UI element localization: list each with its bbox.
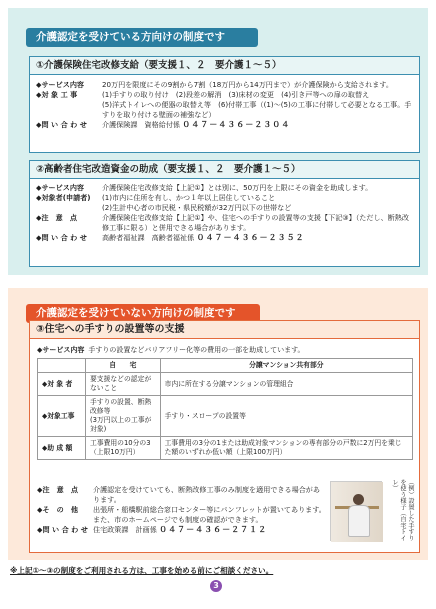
contact-label: ◆問 い 合 わ せ [36, 120, 87, 129]
card2-recipient-row [36, 193, 413, 213]
photo-caption: （例）設置した手すりを使う様子（自宅トイレ） [391, 479, 414, 541]
contact-phone: ０４７－４３６－２３５２ [196, 233, 305, 242]
note-value: 介護保険住宅改修支給【上記①】や、住宅への手すりの設置等の支援【下記③】（ただし、断熱改修工事に限る）と併用できる場合があります。 [102, 213, 409, 232]
card3-service-row [37, 345, 305, 355]
card1-title: ①介護保険住宅改修支給（要支援１、２ 要介護１～５） [30, 57, 419, 75]
recipient-label: ◆対象者(申請者) [36, 193, 91, 202]
contact-value: 介護保険課 資格給付係 [102, 120, 181, 129]
table-header-row [38, 359, 413, 373]
note-label: ◆注 意 点 [36, 213, 77, 222]
target-value: (1)手すりの取り付け (2)段差の解消 (3)床材の変更 (4)引き戸等への扉の取替え (5)洋式トイレへの便器の取替え等 (6)付帯工事（(1)～(5)の工事に付帯して必要となる工事。手すりを取り付ける壁面の補強など） [102, 90, 412, 119]
handrail-usage-photo [330, 481, 382, 541]
mansion-cell: 工事費用の3分の1または助成対象マンションの専有部分の戸数に2万円を乗じた額のいずれか低い額（上限100万円） [160, 437, 412, 460]
contact-label: ◆問 い 合 わ せ [36, 233, 87, 242]
target-label: ◆対 象 工 事 [36, 90, 78, 99]
home-cell: 要支援などの認定がないこと [86, 373, 161, 396]
table-header-mansion: 分譲マンション共有部分 [160, 359, 412, 373]
table-row [38, 437, 413, 460]
card2-note-row [36, 213, 413, 233]
service-value: 20万円を限度にその9割から7割（18万円から14万円まで）が介護保険から支給されます。 [102, 80, 393, 89]
card1-contact-row [36, 120, 413, 130]
note-label: ◆注 意 点 [37, 485, 78, 494]
card-housing-renovation-benefit [29, 56, 420, 153]
mansion-cell: 手すり・スロープの設置等 [160, 396, 412, 437]
row-label: ◆助 成 額 [38, 437, 86, 460]
table-row [38, 373, 413, 396]
service-value: 介護保険住宅改修支給【上記①】とは別に、50万円を上限にその資金を助成します。 [102, 183, 373, 192]
contact-label: ◆問 い 合 わ せ [37, 525, 88, 534]
person-body-shape [348, 505, 370, 537]
service-value: 手すりの設置などバリアフリー化等の費用の一部を助成しています。 [88, 346, 305, 354]
contact-value: 高齢者福祉課 高齢者福祉係 [102, 233, 195, 242]
card3-lower-rows [37, 485, 327, 535]
page-number: 3 [210, 580, 222, 592]
card2-service-row [36, 183, 413, 193]
service-label: ◆サービス内容 [36, 183, 85, 192]
row-label: ◆対 象 者 [38, 373, 86, 396]
card3-title: ③住宅への手すりの設置等の支援 [30, 321, 419, 339]
card2-contact-row [36, 233, 413, 243]
recipient-value: (1)市内に住所を有し、かつ１年以上居住していること (2)生計中心者の市民税・県民税額が32万円以下の世帯など [102, 193, 292, 212]
other-value: 出張所・船橋駅前総合窓口センター等にパンフレットが置いてあります。 また、市のホームページでも制度の確認ができます。 [93, 505, 326, 524]
table-header-home: 自 宅 [86, 359, 161, 373]
section2-header: 介護認定を受けていない方向けの制度です [26, 304, 260, 323]
contact-phone: ０４７－４３６－２７１２ [159, 525, 268, 534]
support-comparison-table [37, 358, 413, 460]
card-handrail-installation-support [29, 320, 420, 553]
mansion-cell: 市内に所在する分譲マンションの管理組合 [160, 373, 412, 396]
home-cell: 手すりの設置、断熱改修等 (3万円以上の工事が対象) [86, 396, 161, 437]
card2-title: ②高齢者住宅改造資金の助成（要支援１、２ 要介護１～５） [30, 161, 419, 179]
table-header-blank [38, 359, 86, 373]
contact-value: 住宅政策課 計画係 [93, 525, 157, 534]
section1-header: 介護認定を受けている方向けの制度です [26, 28, 258, 47]
card-renovation-fund-subsidy [29, 160, 420, 267]
contact-phone: ０４７－４３６－２３０４ [182, 120, 291, 129]
row-label: ◆対象工事 [38, 396, 86, 437]
service-label: ◆サービス内容 [37, 346, 85, 354]
card3-other-row [37, 505, 327, 525]
home-cell: 工事費用の10分の3 （上限10万円） [86, 437, 161, 460]
other-label: ◆そ の 他 [37, 505, 78, 514]
card1-service-row [36, 80, 413, 90]
card3-note-row [37, 485, 327, 505]
person-head-shape [353, 494, 364, 505]
table-row [38, 396, 413, 437]
note-value: 介護認定を受けていても、断熱改修工事のみ制度を適用できる場合があります。 [93, 485, 320, 504]
footnote: ※上記①～③の制度をご利用される方は、工事を始める前にご相談ください。 [10, 566, 274, 575]
service-label: ◆サービス内容 [36, 80, 85, 89]
card1-target-row [36, 90, 413, 120]
card3-contact-row [37, 525, 327, 535]
